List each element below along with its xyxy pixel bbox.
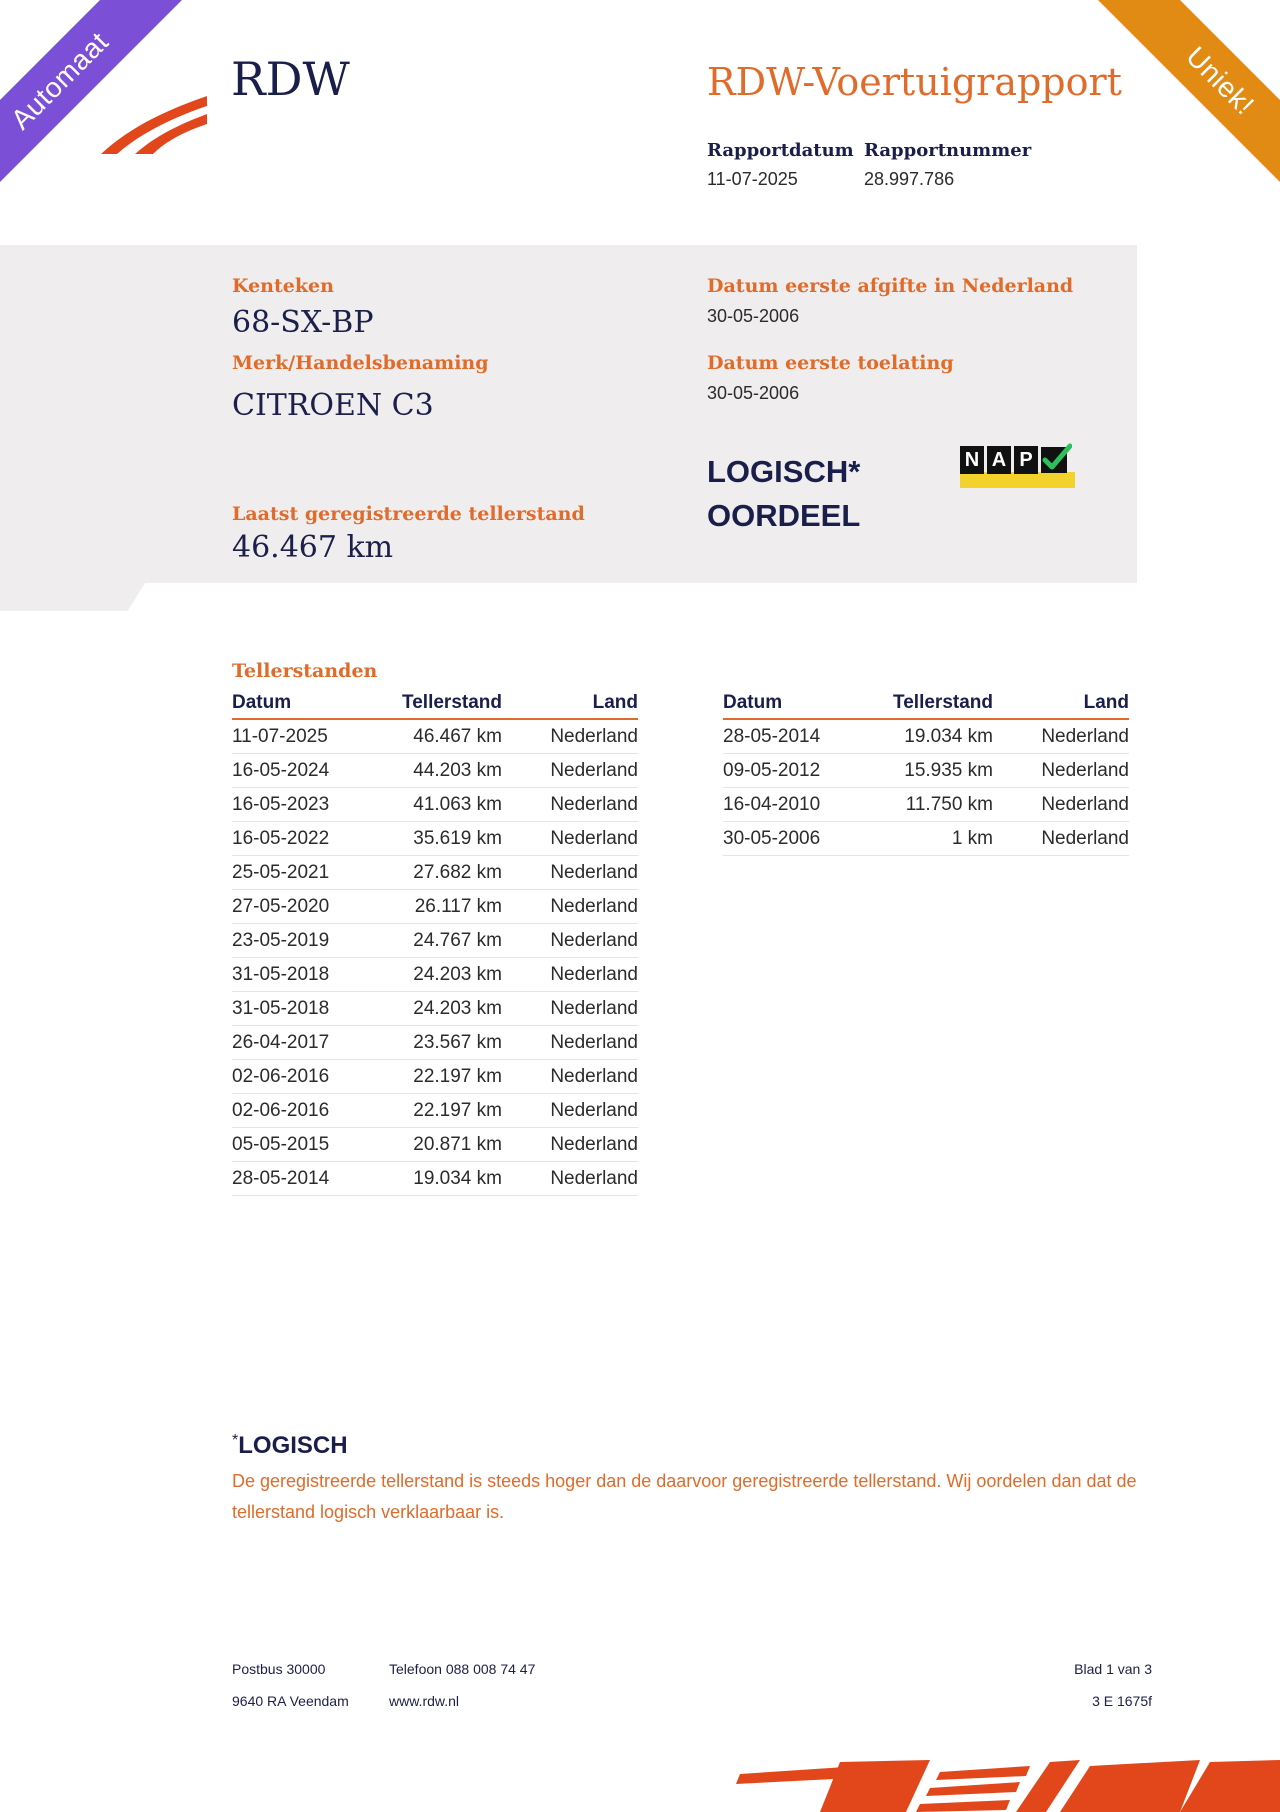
- footer-web: www.rdw.nl: [389, 1693, 460, 1709]
- table-row: [232, 924, 638, 958]
- note-text: De geregistreerde tellerstand is steeds hoger dan de daarvoor geregistreerde tellerstand. Wij oordelen dan dat de tellerstand logisch verklaarbaar is.: [232, 1471, 1137, 1522]
- nap-letter-a: A: [987, 446, 1011, 474]
- cell-country: Nederland: [502, 822, 638, 856]
- col-reading: Tellerstand: [372, 690, 502, 719]
- cell-reading: 44.203 km: [372, 754, 502, 788]
- cell-date: 27-05-2020: [232, 890, 372, 924]
- table-row: [232, 992, 638, 1026]
- cell-reading: 20.871 km: [372, 1128, 502, 1162]
- note-title-text: LOGISCH: [238, 1432, 348, 1459]
- table-row: [232, 754, 638, 788]
- cell-country: Nederland: [502, 754, 638, 788]
- cell-date: 02-06-2016: [232, 1060, 372, 1094]
- first-issue-label: Datum eerste afgifte in Nederland: [707, 275, 1074, 297]
- first-admission-label: Datum eerste toelating: [707, 352, 954, 374]
- table-row: [232, 856, 638, 890]
- cell-date: 16-04-2010: [723, 788, 863, 822]
- table-row: [723, 822, 1129, 856]
- report-date-label: Rapportdatum: [707, 140, 854, 161]
- cell-date: 30-05-2006: [723, 822, 863, 856]
- cell-reading: 24.203 km: [372, 958, 502, 992]
- cell-date: 26-04-2017: [232, 1026, 372, 1060]
- cell-country: Nederland: [993, 788, 1129, 822]
- cell-reading: 27.682 km: [372, 856, 502, 890]
- cell-reading: 22.197 km: [372, 1060, 502, 1094]
- last-odometer-label: Laatst geregistreerde tellerstand: [232, 503, 585, 525]
- table-row: [232, 788, 638, 822]
- ribbon-uniek: Uniek!: [1051, 0, 1280, 250]
- col-country: Land: [993, 690, 1129, 719]
- cell-reading: 1 km: [863, 822, 993, 856]
- report-number-label: Rapportnummer: [864, 140, 1032, 161]
- cell-country: Nederland: [993, 822, 1129, 856]
- plate-value: 68-SX-BP: [232, 305, 374, 340]
- cell-date: 28-05-2014: [232, 1162, 372, 1196]
- cell-reading: 41.063 km: [372, 788, 502, 822]
- table-header-row: [232, 690, 638, 719]
- decorative-stripes-icon: [730, 1760, 1280, 1812]
- table-row: [232, 822, 638, 856]
- table-row: [232, 958, 638, 992]
- nap-badge: [960, 446, 1075, 490]
- col-reading: Tellerstand: [863, 690, 993, 719]
- first-admission-value: 30-05-2006: [707, 383, 800, 403]
- plate-label: Kenteken: [232, 275, 334, 297]
- cell-country: Nederland: [502, 924, 638, 958]
- col-country: Land: [502, 690, 638, 719]
- footer-page: Blad 1 van 3: [1074, 1661, 1152, 1677]
- cell-reading: 22.197 km: [372, 1094, 502, 1128]
- cell-country: Nederland: [502, 856, 638, 890]
- cell-reading: 35.619 km: [372, 822, 502, 856]
- table-row: [723, 719, 1129, 754]
- table-row: [232, 719, 638, 754]
- table-row: [232, 1162, 638, 1196]
- table-row: [232, 1128, 638, 1162]
- cell-date: 25-05-2021: [232, 856, 372, 890]
- cell-country: Nederland: [502, 992, 638, 1026]
- cell-date: 16-05-2024: [232, 754, 372, 788]
- cell-date: 02-06-2016: [232, 1094, 372, 1128]
- odometer-table-right: [723, 690, 1129, 856]
- note-title: [232, 1432, 348, 1460]
- footer-city: 9640 RA Veendam: [232, 1693, 349, 1709]
- footer-phone: Telefoon 088 008 74 47: [389, 1661, 536, 1677]
- verdict-line1: LOGISCH*: [707, 454, 861, 489]
- cell-country: Nederland: [502, 890, 638, 924]
- table-row: [232, 1060, 638, 1094]
- make-label: Merk/Handelsbenaming: [232, 352, 489, 374]
- cell-reading: 15.935 km: [863, 754, 993, 788]
- nap-letter-n: N: [960, 446, 984, 474]
- cell-country: Nederland: [993, 754, 1129, 788]
- table-row: [232, 890, 638, 924]
- cell-country: Nederland: [502, 1060, 638, 1094]
- table-row: [232, 1094, 638, 1128]
- cell-reading: 19.034 km: [372, 1162, 502, 1196]
- cell-date: 16-05-2023: [232, 788, 372, 822]
- cell-date: 05-05-2015: [232, 1128, 372, 1162]
- odometer-table-left: [232, 690, 638, 1196]
- cell-country: Nederland: [502, 1026, 638, 1060]
- cell-country: Nederland: [993, 719, 1129, 754]
- col-date: Datum: [232, 690, 372, 719]
- cell-country: Nederland: [502, 1162, 638, 1196]
- check-icon: [1040, 442, 1072, 474]
- report-number: 28.997.786: [864, 169, 955, 189]
- cell-country: Nederland: [502, 958, 638, 992]
- make-value: CITROEN C3: [232, 388, 434, 423]
- cell-country: Nederland: [502, 788, 638, 822]
- odometer-section-title: Tellerstanden: [232, 660, 378, 682]
- cell-date: 31-05-2018: [232, 958, 372, 992]
- col-date: Datum: [723, 690, 863, 719]
- cell-date: 23-05-2019: [232, 924, 372, 958]
- cell-reading: 19.034 km: [863, 719, 993, 754]
- first-issue-value: 30-05-2006: [707, 306, 800, 326]
- cell-reading: 26.117 km: [372, 890, 502, 924]
- verdict-line2: OORDEEL: [707, 498, 861, 533]
- cell-country: Nederland: [502, 1128, 638, 1162]
- cell-date: 16-05-2022: [232, 822, 372, 856]
- cell-country: Nederland: [502, 1094, 638, 1128]
- panel-notch: [0, 583, 145, 611]
- cell-date: 09-05-2012: [723, 754, 863, 788]
- cell-date: 11-07-2025: [232, 719, 372, 754]
- nap-letter-p: P: [1014, 446, 1038, 474]
- rdw-logo-icon: [95, 84, 215, 156]
- footer-code: 3 E 1675f: [1092, 1693, 1152, 1709]
- note-star: *: [232, 1432, 239, 1449]
- table-row: [723, 788, 1129, 822]
- table-header-row: [723, 690, 1129, 719]
- nap-badge-base: [960, 472, 1075, 488]
- cell-country: Nederland: [502, 719, 638, 754]
- cell-reading: 24.203 km: [372, 992, 502, 1026]
- page-title: RDW-Voertuigrapport: [707, 60, 1122, 104]
- cell-date: 28-05-2014: [723, 719, 863, 754]
- footer-postbus: Postbus 30000: [232, 1661, 326, 1677]
- cell-reading: 24.767 km: [372, 924, 502, 958]
- cell-reading: 46.467 km: [372, 719, 502, 754]
- ribbon-automaat: Automaat: [0, 0, 229, 250]
- table-row: [723, 754, 1129, 788]
- last-odometer-value: 46.467 km: [232, 530, 394, 565]
- report-date: 11-07-2025: [707, 169, 798, 189]
- table-row: [232, 1026, 638, 1060]
- cell-reading: 23.567 km: [372, 1026, 502, 1060]
- brand-name: RDW: [231, 52, 350, 106]
- cell-reading: 11.750 km: [863, 788, 993, 822]
- cell-date: 31-05-2018: [232, 992, 372, 1026]
